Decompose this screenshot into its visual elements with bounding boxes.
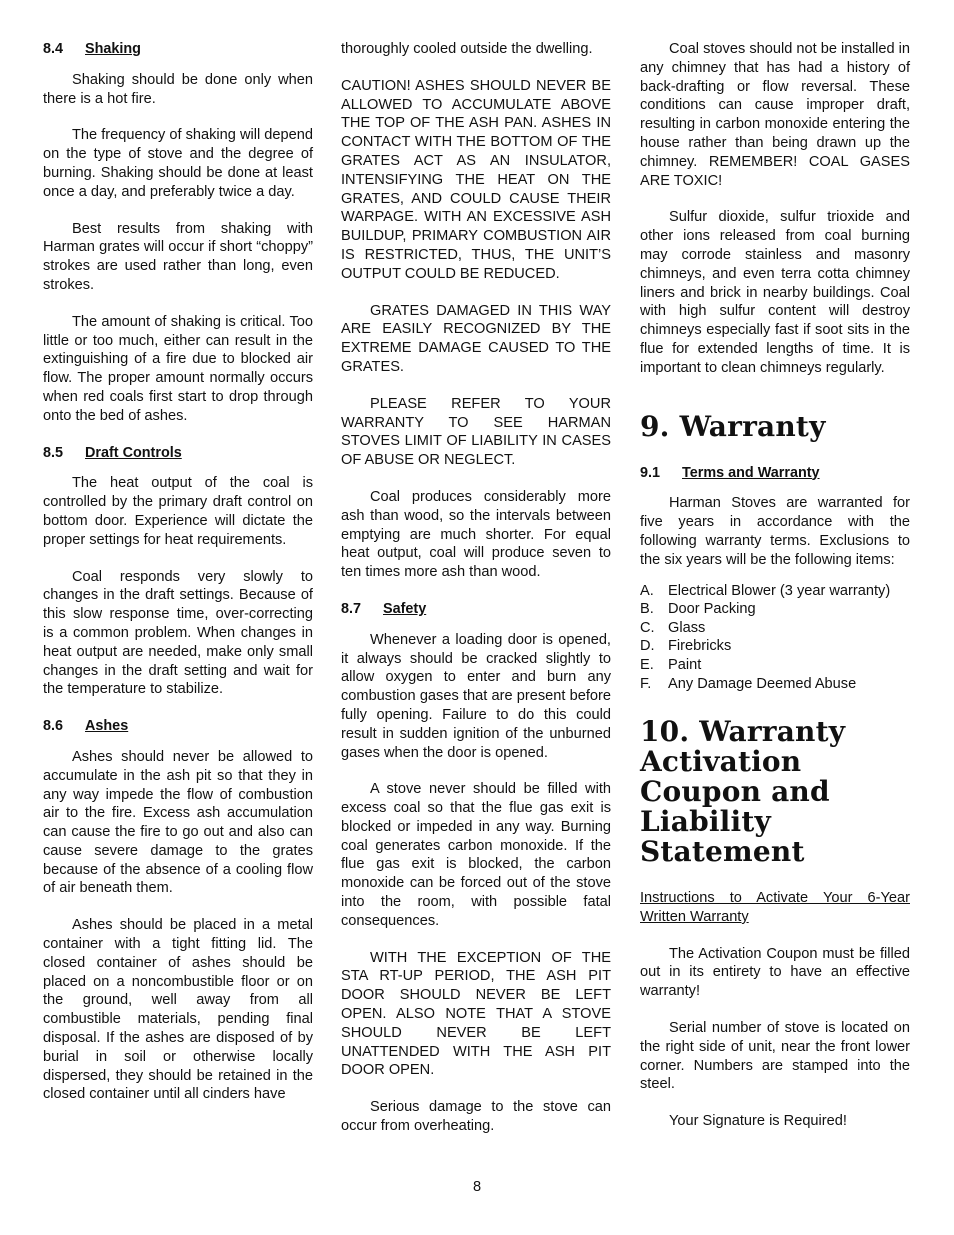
section-number: 8.7 xyxy=(341,600,362,617)
section-8-7-heading xyxy=(341,600,611,619)
section-8-4-heading xyxy=(43,40,313,59)
section-8-6-heading xyxy=(43,717,313,736)
section-number: 8.4 xyxy=(43,41,64,57)
list-text: Any Damage Deemed Abuse xyxy=(668,675,857,692)
paragraph: Coal stoves should not be installed in any chimney that has had a history of back-drafting or flow reversal. These conditions can cause improper draft, resulting in carbon monoxide entering the house rather than being drawn up the chimney. REMEMBER! COAL GASES ARE TOXIC! xyxy=(640,41,910,189)
section-number: 8.6 xyxy=(43,718,64,735)
column-3 xyxy=(640,40,910,1149)
section-title: Safety xyxy=(383,600,427,617)
section-number: 8.5 xyxy=(43,444,64,461)
list-item xyxy=(640,656,910,675)
section-number: 9.1 xyxy=(640,464,661,481)
list-text: Glass xyxy=(668,619,706,636)
instructions-heading: Instructions to Activate Your 6-Year Written Warranty xyxy=(640,890,910,925)
paragraph: Your Signature is Required! xyxy=(669,1113,847,1130)
section-9-1-heading xyxy=(640,464,910,483)
paragraph: Ashes should never be allowed to accumulate in the ash pit so that they in any way impede the flow of combustion air to the fire. Excess ash accumulation can cause the fire to go out and also can cause severe damage to the grates because of the absence of a cooling flow of air beneath them. xyxy=(43,748,313,897)
paragraph: thoroughly cooled outside the dwelling. xyxy=(341,41,593,57)
paragraph: Whenever a loading door is opened, it always should be cracked slightly to allow oxygen to enter and burn any combustion gases that are present before fully opening. Failure to do this could result in sudden ignition of the unburned gases when the door is opened. xyxy=(341,631,611,761)
paragraph: Coal responds very slowly to changes in the draft settings. Because of this slow response time, over-correcting is a common problem. When changes in heat output are needed, make only small changes in the draft setting and wait for the temperature to stabilize. xyxy=(43,568,313,698)
chapter-9-heading: 9. Warranty xyxy=(640,409,826,443)
paragraph: Sulfur dioxide, sulfur trioxide and other ions released from coal burning may corrode stainless and masonry chimneys, and even terra cotta chimney liners and brick in nearby buildings. Coal with high sulfur content will destroy chimneys especially fast if soot sits in the flue for extended lengths of time. It is important to clean chimneys regularly. xyxy=(640,209,910,376)
section-title: Draft Controls xyxy=(85,444,182,461)
list-text: Electrical Blower (3 year warranty) xyxy=(668,582,891,599)
paragraph: The frequency of shaking will depend on the type of stove and the degree of burning. Shaking should be done at least once a day, and preferably twice a day. xyxy=(43,127,313,200)
list-item xyxy=(640,637,910,656)
list-item xyxy=(640,675,910,694)
paragraph: Coal produces considerably more ash than wood, so the intervals between emptying are much shorter. For equal heat output, coal will produce seven to ten times more ash than wood. xyxy=(341,488,611,581)
paragraph: WITH THE EXCEPTION OF THE STA RT-UP PERIOD, THE ASH PIT DOOR SHOULD NEVER BE LEFT OPEN. ALSO NOTE THAT A STOVE SHOULD NEVER BE LEFT UNATTENDED WITH THE ASH PIT DOOR OPEN. xyxy=(341,949,611,1079)
paragraph: GRATES DAMAGED IN THIS WAY ARE EASILY RECOGNIZED BY THE EXTREME DAMAGE CAUSED TO THE GRATES. xyxy=(341,302,611,375)
section-title: Shaking xyxy=(85,41,141,57)
list-text: Firebricks xyxy=(668,638,732,655)
paragraph: A stove never should be filled with excess coal so that the flue gas exit is blocked or impeded in any way. Burning coal generates carbon monoxide. If the flue gas exit is blocked, the carbon monoxide can be forced out of the stove into the room, with possible fatal consequences. xyxy=(341,781,611,929)
list-letter: A. xyxy=(640,582,654,599)
paragraph: The Activation Coupon must be filled out in its entirety to have an effective warranty! xyxy=(640,945,910,1000)
paragraph: Serial number of stove is located on the right side of unit, near the front lower corner. Numbers are stamped into the steel. xyxy=(640,1020,910,1093)
paragraph: The amount of shaking is critical. Too little or too much, either can result in the extinguishing of a fire due to blocked air flow. The proper amount normally occurs when red coals first start to drop through onto the bed of ashes. xyxy=(43,313,313,424)
list-text: Door Packing xyxy=(668,601,756,618)
paragraph: Ashes should be placed in a metal container with a tight fitting lid. The closed container of ashes should be placed on a noncombustible floor or on the ground, well away from all combustible materials, pending final disposal. If the ashes are disposed of by burial in soil or otherwise locally dispersed, they should be retained in the closed container until all cinders have xyxy=(43,917,313,1103)
column-1 xyxy=(43,40,313,1122)
paragraph: Shaking should be done only when there is a hot fire. xyxy=(43,71,313,107)
section-title: Terms and Warranty xyxy=(682,464,820,481)
paragraph: Serious damage to the stove can occur from overheating. xyxy=(341,1099,611,1135)
list-letter: B. xyxy=(640,601,654,618)
section-title: Ashes xyxy=(85,718,129,735)
exclusions-list xyxy=(640,582,910,694)
paragraph: PLEASE REFER TO YOUR WARRANTY TO SEE HARMAN STOVES LIMIT OF LIABILITY IN CASES OF ABUSE OR NEGLECT. xyxy=(341,395,611,469)
list-letter: F. xyxy=(640,675,652,692)
paragraph: The heat output of the coal is controlled by the primary draft control on bottom door. Experience will dictate the proper settings for heat requirements. xyxy=(43,475,313,548)
caution-paragraph: CAUTION! ASHES SHOULD NEVER BE ALLOWED TO ACCUMULATE ABOVE THE TOP OF THE ASH PAN. ASHES IN CONTACT WITH THE BOTTOM OF THE GRATES ACT AS AN INSULATOR, INTENSIFYING THE HEAT ON THE GRATES, AND COULD CAUSE THEIR WARPAGE. WITH AN EXCESSIVE ASH BUILDUP, PRIMARY COMBUSTION AIR IS RESTRICTED, THUS, THE UNIT’S OUTPUT COULD BE REDUCED. xyxy=(341,77,611,282)
column-2 xyxy=(341,40,611,1154)
list-item xyxy=(640,619,910,638)
paragraph: Harman Stoves are warranted for five years in accordance with the following warranty terms. Exclusions to the six years will be the following items: xyxy=(640,495,910,568)
list-item xyxy=(640,582,910,601)
list-letter: D. xyxy=(640,638,655,655)
list-letter: C. xyxy=(640,619,655,636)
page-number: 8 xyxy=(472,1179,482,1195)
list-text: Paint xyxy=(668,656,702,673)
section-8-5-heading xyxy=(43,444,313,463)
paragraph: Best results from shaking with Harman grates will occur if short “choppy” strokes are used rather than long, even strokes. xyxy=(43,220,313,293)
chapter-10-heading: 10. Warranty Activation Coupon and Liability Statement xyxy=(640,715,846,869)
list-letter: E. xyxy=(640,656,654,673)
list-item xyxy=(640,600,910,619)
